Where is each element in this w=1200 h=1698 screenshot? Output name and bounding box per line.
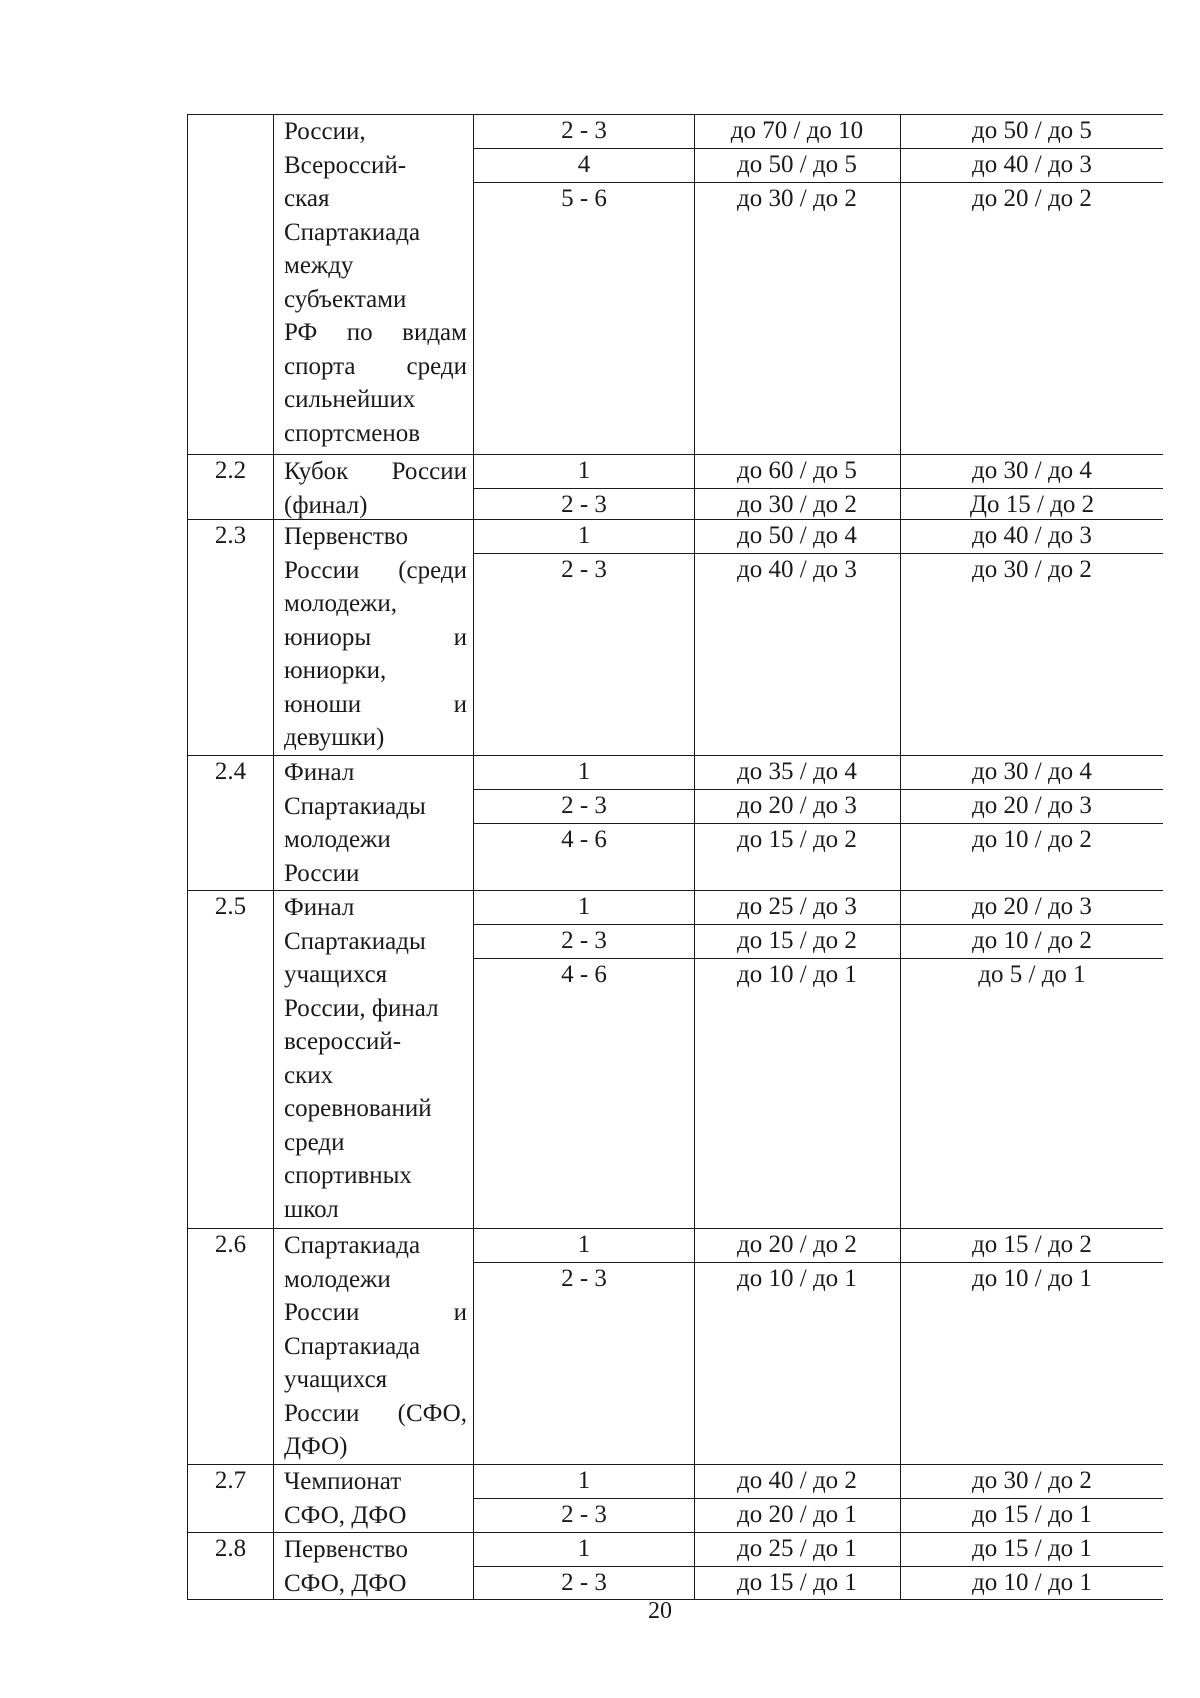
name-word: РФ (284, 319, 318, 346)
places-cell: 2 - 3 (561, 792, 607, 819)
value-cell-col2: до 30 / до 2 (737, 185, 857, 212)
name-word: Чемпионат (284, 1468, 402, 1495)
value-cell-col2: до 10 / до 1 (737, 961, 857, 988)
place-row (474, 1263, 1163, 1297)
competition-name (274, 756, 474, 890)
competition-name-line (284, 182, 467, 216)
value-cell-col3: до 10 / до 1 (972, 1569, 1092, 1596)
value-cell-col3: до 15 / до 2 (972, 1231, 1092, 1258)
place-row (474, 925, 1163, 959)
column-divider (694, 115, 695, 454)
place-row (474, 149, 1163, 183)
column-divider (694, 1533, 695, 1599)
competition-name-line (284, 1363, 467, 1397)
column-divider (900, 1229, 901, 1464)
table-row (187, 520, 1163, 756)
competition-name-line (284, 1533, 467, 1567)
places-cell: 2 - 3 (561, 1569, 607, 1596)
places-cell: 1 (577, 1467, 591, 1494)
name-word: среди (406, 352, 467, 380)
places-cell: 2 - 3 (561, 1265, 607, 1292)
name-word: Кубок (284, 458, 349, 485)
column-divider (694, 1465, 695, 1532)
name-word: России (284, 1399, 360, 1427)
column-divider (900, 520, 901, 755)
column-divider (694, 520, 695, 755)
value-cell-col2: до 25 / до 3 (737, 893, 857, 920)
competition-name-line (284, 891, 467, 925)
places-cell: 2 - 3 (561, 117, 607, 144)
competition-name (274, 1229, 474, 1464)
value-cell-col3: до 30 / до 4 (972, 457, 1092, 484)
places-cell: 2 - 3 (561, 556, 607, 583)
name-word: сильнейших (284, 386, 416, 413)
name-word: молодежи (284, 826, 391, 853)
column-divider (694, 1229, 695, 1464)
value-cell-col3: до 30 / до 2 (972, 1467, 1092, 1494)
value-cell-col2: до 25 / до 1 (737, 1535, 857, 1562)
name-word: юниоры (284, 623, 372, 651)
competition-name-line (284, 823, 467, 857)
name-word: спорта (284, 352, 356, 380)
value-cell-col3: до 10 / до 1 (972, 1265, 1092, 1292)
value-cell-col3: до 20 / до 2 (972, 185, 1092, 212)
competition-name-line (284, 554, 467, 588)
competition-name-line (284, 455, 467, 489)
name-word: Спартакиада (284, 1332, 421, 1360)
place-row (474, 455, 1163, 489)
competition-name-line (284, 383, 467, 417)
value-cell-col2: до 40 / до 3 (737, 556, 857, 583)
name-word: юниорки, (284, 657, 387, 684)
name-word: среди (284, 1128, 345, 1156)
place-row (474, 756, 1163, 790)
name-word: и (453, 623, 467, 651)
name-word: России (391, 458, 467, 485)
places-cell: 1 (577, 522, 591, 549)
name-word: Спартакиада (284, 1232, 421, 1259)
competition-name-line (284, 1126, 467, 1160)
places-cell: 1 (577, 758, 591, 785)
competition-name-line (284, 1025, 467, 1059)
table-row (187, 756, 1163, 891)
value-cell-col3: До 15 / до 2 (969, 491, 1095, 518)
name-word: России (284, 1299, 360, 1326)
value-cell-col3: до 40 / до 3 (972, 522, 1092, 549)
row-number: 2.2 (188, 455, 274, 519)
row-number: 2.6 (188, 1229, 274, 1464)
value-cell-col3: до 20 / до 3 (972, 792, 1092, 819)
name-word: спортсменов (284, 419, 421, 447)
name-word: и (453, 1299, 467, 1326)
competition-name-line (284, 1092, 467, 1126)
name-word: Финал (284, 894, 355, 921)
name-word: девушки) (284, 724, 385, 751)
place-row (474, 489, 1163, 523)
name-word: ская (284, 185, 330, 212)
name-word: субъектами (284, 285, 407, 313)
column-divider (900, 1465, 901, 1532)
name-word: Первенство (284, 1536, 408, 1563)
column-divider (694, 891, 695, 1228)
competition-name-line (284, 992, 467, 1026)
competition-name-line (284, 489, 467, 523)
value-cell-col2: до 50 / до 4 (737, 522, 857, 549)
competition-name-line (284, 1296, 467, 1330)
value-cell-col2: до 20 / до 2 (737, 1231, 857, 1258)
competition-name-line (284, 1397, 467, 1431)
name-word: видам (402, 319, 467, 346)
name-word: (СФО, (397, 1399, 467, 1427)
places-cell: 4 - 6 (561, 961, 607, 988)
competition-name-line (284, 1499, 467, 1533)
competition-name (274, 455, 474, 519)
competition-name-line (284, 249, 467, 283)
name-word: всероссий- (284, 1028, 402, 1055)
name-word: учащихся (284, 961, 388, 988)
competition-name-line (284, 621, 467, 655)
column-divider (694, 455, 695, 519)
place-row (474, 790, 1163, 824)
column-divider (900, 756, 901, 890)
name-word: по (346, 319, 373, 346)
value-cell-col2: до 15 / до 2 (737, 826, 857, 853)
places-cell: 2 - 3 (561, 927, 607, 954)
name-word: Всероссий- (284, 151, 407, 179)
places-cell: 4 (577, 151, 591, 178)
name-word: Финал (284, 759, 355, 786)
value-cell-col3: до 30 / до 4 (972, 758, 1092, 785)
competition-name-line (284, 756, 467, 790)
competition-name-line (284, 316, 467, 350)
competition-name-line (284, 688, 467, 722)
name-word: школ (284, 1195, 339, 1223)
column-divider (900, 115, 901, 454)
name-word: Спартакиады (284, 927, 426, 955)
name-word: ских (284, 1061, 334, 1089)
value-cell-col2: до 10 / до 1 (737, 1265, 857, 1292)
places-cell: 2 - 3 (561, 491, 607, 518)
value-cell-col2: до 40 / до 2 (737, 1467, 857, 1494)
competition-name-line (284, 958, 467, 992)
places-cell: 5 - 6 (561, 185, 607, 212)
row-number (188, 115, 274, 454)
name-word: соревнований (284, 1095, 432, 1122)
places-cell: 4 - 6 (561, 826, 607, 853)
value-cell-col2: до 70 / до 10 (730, 117, 864, 144)
name-word: России, финал (284, 994, 439, 1022)
name-word: Спартакиада (284, 218, 421, 246)
competition-name-line (284, 350, 467, 384)
place-row (474, 891, 1163, 925)
name-word: Спартакиады (284, 792, 426, 820)
name-word: (среди (398, 556, 467, 584)
value-cell-col3: до 15 / до 1 (972, 1535, 1092, 1562)
place-row (474, 520, 1163, 554)
row-number: 2.7 (188, 1465, 274, 1532)
competition-name (274, 115, 474, 454)
competition-name-line (284, 925, 467, 959)
place-row (474, 183, 1163, 217)
column-divider (900, 891, 901, 1228)
value-cell-col2: до 20 / до 1 (737, 1501, 857, 1528)
name-word: России (284, 859, 360, 887)
column-divider (900, 1533, 901, 1599)
column-divider (694, 756, 695, 890)
competition-name-line (284, 1059, 467, 1093)
place-row (474, 1465, 1163, 1499)
places-cell: 1 (577, 457, 591, 484)
table-row (187, 455, 1163, 520)
name-word: между (284, 252, 354, 279)
competition-name-line (284, 520, 467, 554)
name-word: Первенство (284, 523, 408, 550)
value-cell-col2: до 50 / до 5 (737, 151, 857, 178)
name-word: России, (284, 118, 366, 145)
value-cell-col3: до 30 / до 2 (972, 556, 1092, 583)
places-cell: 1 (577, 1535, 591, 1562)
competition-name-line (284, 1193, 467, 1227)
value-cell-col2: до 60 / до 5 (737, 457, 857, 484)
page-number: 20 (648, 1598, 672, 1624)
competition-name-line (284, 1430, 467, 1464)
places-cell: 2 - 3 (561, 1501, 607, 1528)
name-word: ДФО) (284, 1433, 348, 1460)
value-cell-col2: до 30 / до 2 (737, 491, 857, 518)
value-cell-col3: до 15 / до 1 (972, 1501, 1092, 1528)
table-row (187, 1229, 1163, 1465)
competition-name-line (284, 417, 467, 451)
name-word: СФО, ДФО (284, 1501, 407, 1529)
competition-name-line (284, 1330, 467, 1364)
competition-name-line (284, 790, 467, 824)
competition-name-line (284, 654, 467, 688)
competition-name (274, 1533, 474, 1599)
column-divider (900, 455, 901, 519)
value-cell-col3: до 5 / до 1 (978, 961, 1086, 988)
value-cell-col2: до 15 / до 1 (737, 1569, 857, 1596)
value-cell-col2: до 20 / до 3 (737, 792, 857, 819)
value-cell-col3: до 10 / до 2 (972, 927, 1092, 954)
competition-name (274, 1465, 474, 1532)
competition-name (274, 520, 474, 755)
name-word: СФО, ДФО (284, 1569, 407, 1597)
competition-name-line (284, 1465, 467, 1499)
name-word: молодежи, (284, 590, 397, 617)
place-row (474, 554, 1163, 588)
place-row (474, 1499, 1163, 1533)
name-word: молодежи (284, 1265, 391, 1293)
row-number: 2.8 (188, 1533, 274, 1599)
competition-name-line (284, 1159, 467, 1193)
competition-name (274, 891, 474, 1228)
value-cell-col3: до 40 / до 3 (972, 151, 1092, 178)
competition-name-line (284, 1229, 467, 1263)
place-row (474, 115, 1163, 149)
value-cell-col2: до 35 / до 4 (737, 758, 857, 785)
competition-name-line (284, 115, 467, 149)
competition-name-line (284, 283, 467, 317)
competition-name-line (284, 1567, 467, 1601)
places-cell: 1 (577, 893, 591, 920)
value-cell-col2: до 15 / до 2 (737, 927, 857, 954)
table-row (187, 1465, 1163, 1533)
table-row (187, 1533, 1163, 1600)
name-word: России (284, 556, 360, 584)
competition-name-line (284, 216, 467, 250)
competition-name-line (284, 1263, 467, 1297)
place-row (474, 1229, 1163, 1263)
place-row (474, 959, 1163, 993)
table-row (187, 114, 1163, 455)
place-row (474, 1533, 1163, 1567)
name-word: учащихся (284, 1366, 388, 1393)
value-cell-col3: до 10 / до 2 (972, 826, 1092, 853)
value-cell-col3: до 50 / до 5 (972, 117, 1092, 144)
name-word: спортивных (284, 1162, 412, 1189)
row-number: 2.5 (188, 891, 274, 1228)
competition-name-line (284, 587, 467, 621)
places-cell: 1 (577, 1231, 591, 1258)
table-row (187, 891, 1163, 1229)
competition-name-line (284, 721, 467, 755)
name-word: (финал) (284, 491, 368, 519)
name-word: юноши (284, 690, 362, 718)
place-row (474, 1567, 1163, 1601)
row-number: 2.4 (188, 756, 274, 890)
name-word: и (453, 690, 467, 718)
competition-name-line (284, 857, 467, 891)
row-number: 2.3 (188, 520, 274, 755)
place-row (474, 824, 1163, 858)
value-cell-col3: до 20 / до 3 (972, 893, 1092, 920)
competition-name-line (284, 149, 467, 183)
